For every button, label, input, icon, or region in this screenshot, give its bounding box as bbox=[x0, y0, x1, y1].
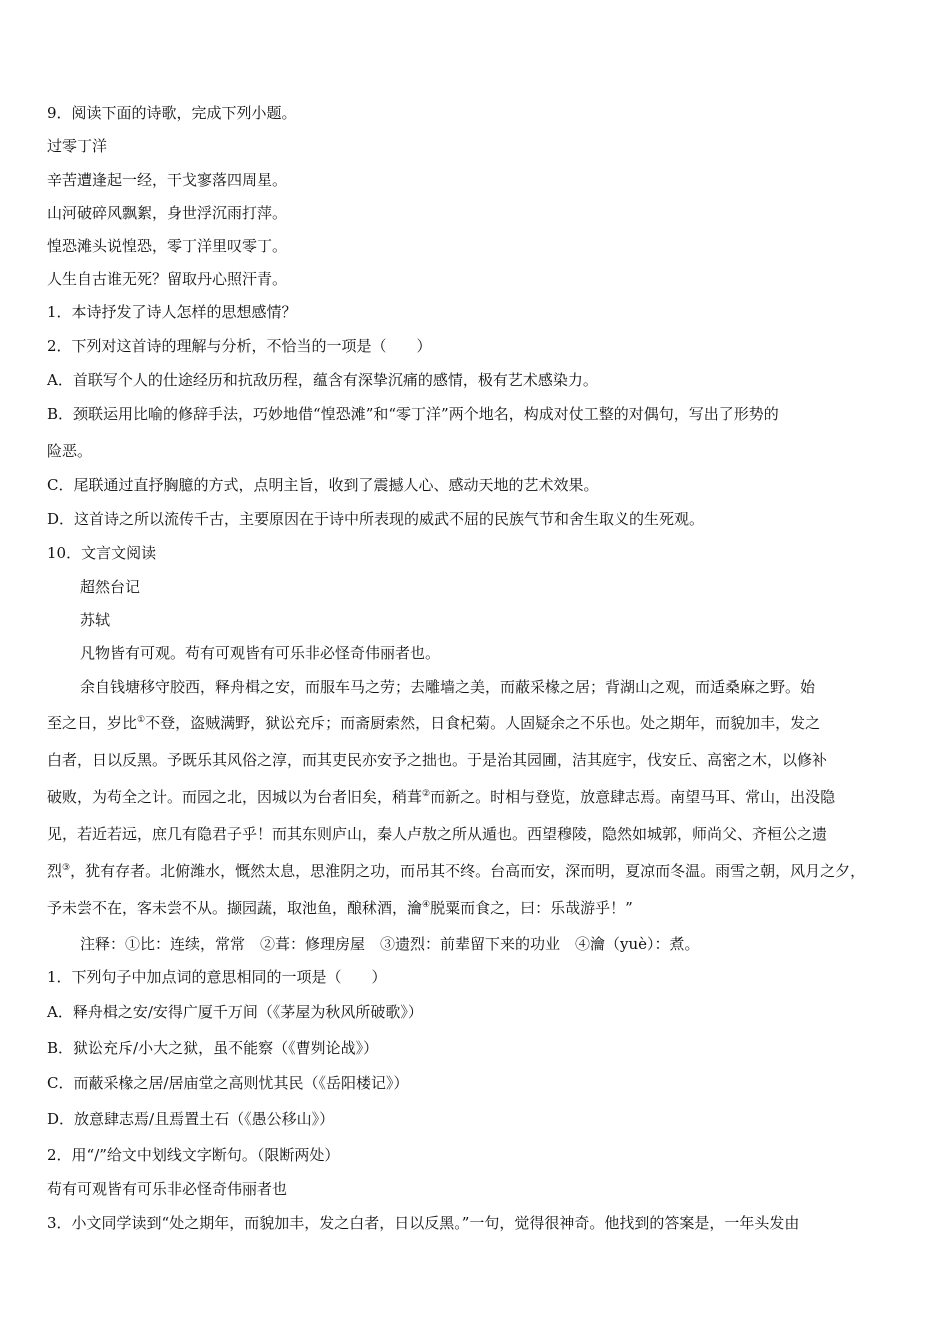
question-9-sub2: 2．下列对这首诗的理解与分析，不恰当的一项是（ ） bbox=[47, 337, 432, 355]
poem-line: 辛苦遭逢起一经，干戈寥落四周星。 bbox=[47, 171, 288, 189]
essay-line: 烈③，犹有存者。北俯潍水，慨然太息，思淮阴之功，而吊其不终。台高而安，深而明，夏凉而冬温。雨雪之朝，风月之夕， bbox=[47, 862, 866, 880]
essay-line: 见，若近若远，庶几有隐君子乎！而其东则庐山，秦人卢敖之所从遁也。西望穆陵，隐然如城郭，师尚父、齐桓公之遗 bbox=[47, 825, 828, 843]
option-d: D．放意肆志焉/且焉置土石（《愚公移山》） bbox=[47, 1110, 335, 1128]
essay-line: 至之日，岁比①不登，盗贼满野，狱讼充斥；而斋厨索然，日食杞菊。人固疑余之不乐也。处之期年，而貌加丰，发之 bbox=[47, 714, 821, 732]
essay-line: 予未尝不在，客未尝不从。撷园蔬，取池鱼，酿秫酒，瀹④脱粟而食之，曰：乐哉游乎！” bbox=[47, 899, 633, 917]
option-b-continued: 险恶。 bbox=[47, 442, 93, 460]
option-c: C．而蔽采椽之居/居庙堂之高则忧其民（《岳阳楼记》） bbox=[47, 1074, 409, 1092]
question-10-title: 10．文言文阅读 bbox=[47, 544, 157, 562]
note-marker: ② bbox=[422, 789, 431, 799]
option-a: A．首联写个人的仕途经历和抗敌历程，蕴含有深挚沉痛的感情，极有艺术感染力。 bbox=[47, 371, 598, 389]
question-10-sub2: 2．用“/”给文中划线文字断句。（限断两处） bbox=[47, 1146, 340, 1164]
option-b: B．颈联运用比喻的修辞手法，巧妙地借“惶恐滩”和“零丁洋”两个地名，构成对仗工整的对偶句，写出了形势的 bbox=[47, 405, 779, 423]
essay-paragraph-1: 凡物皆有可观。苟有可观皆有可乐非必怪奇伟丽者也。 bbox=[80, 644, 441, 662]
essay-title: 超然台记 bbox=[80, 578, 141, 596]
option-a: A．释舟楫之安/安得广厦千万间（《茅屋为秋风所破歌》） bbox=[47, 1003, 423, 1021]
question-9-sub1: 1．本诗抒发了诗人怎样的思想感情？ bbox=[47, 303, 297, 321]
question-10-sub3: 3．小文同学读到“处之期年，而貌加丰，发之白者，日以反黑。”一句，觉得很神奇。他找到的答案是，一年头发由 bbox=[47, 1214, 800, 1232]
poem-line: 人生自古谁无死？留取丹心照汗青。 bbox=[47, 270, 288, 288]
question-10-sub2-text: 苟有可观皆有可乐非必怪奇伟丽者也 bbox=[47, 1180, 288, 1198]
note-marker: ① bbox=[137, 715, 146, 725]
essay-author: 苏轼 bbox=[80, 611, 111, 629]
note-marker: ③ bbox=[62, 863, 71, 873]
question-9-title: 9．阅读下面的诗歌，完成下列小题。 bbox=[47, 104, 297, 122]
annotation-notes: 注释：①比：连续，常常 ②葺：修理房屋 ③遗烈：前辈留下来的功业 ④瀹（yuè）：煮。 bbox=[80, 935, 700, 953]
option-c: C．尾联通过直抒胸臆的方式，点明主旨，收到了震撼人心、感动天地的艺术效果。 bbox=[47, 476, 599, 494]
option-d: D．这首诗之所以流传千古，主要原因在于诗中所表现的威武不屈的民族气节和舍生取义的生死观。 bbox=[47, 510, 705, 528]
option-b: B．狱讼充斥/小大之狱，虽不能察（《曹刿论战》） bbox=[47, 1039, 379, 1057]
poem-title: 过零丁洋 bbox=[47, 137, 108, 155]
question-10-sub1: 1．下列句子中加点词的意思相同的一项是（ ） bbox=[47, 968, 387, 986]
note-marker: ④ bbox=[422, 900, 431, 910]
essay-line: 余自钱塘移守胶西，释舟楫之安，而服车马之劳；去雕墙之美，而蔽采椽之居；背湖山之观，而适桑麻之野。始 bbox=[80, 678, 816, 696]
poem-line: 山河破碎风飘絮，身世浮沉雨打萍。 bbox=[47, 204, 288, 222]
essay-line: 白者，日以反黑。予既乐其风俗之淳，而其吏民亦安予之拙也。于是治其园圃，洁其庭宇，伐安丘、高密之木，以修补 bbox=[47, 751, 828, 769]
essay-line: 破败，为苟全之计。而园之北，因城以为台者旧矣，稍葺②而新之。时相与登览，放意肆志焉。南望马耳、常山，出没隐 bbox=[47, 788, 836, 806]
poem-line: 惶恐滩头说惶恐，零丁洋里叹零丁。 bbox=[47, 237, 288, 255]
